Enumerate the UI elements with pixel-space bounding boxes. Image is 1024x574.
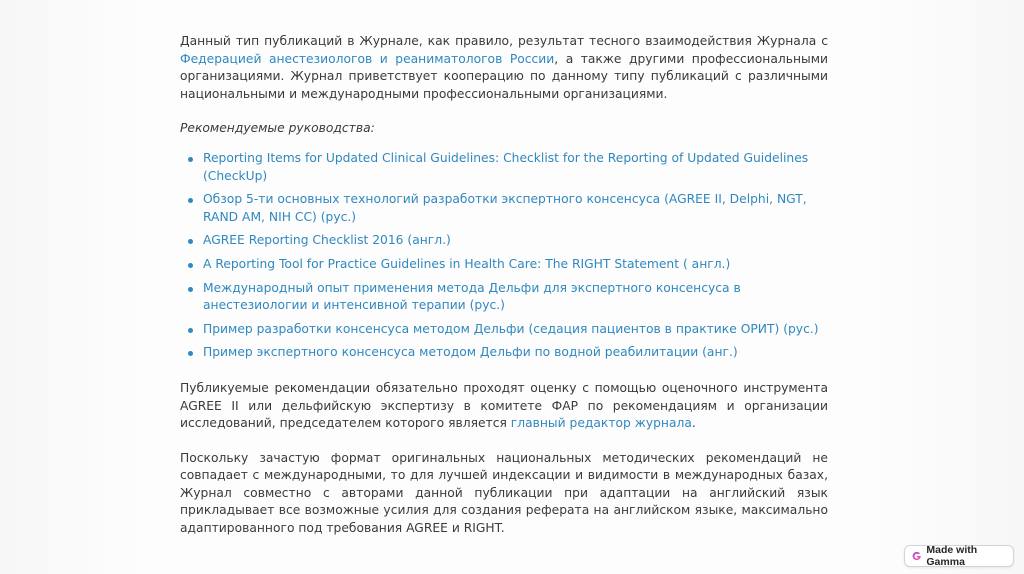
intro-paragraph [180, 33, 828, 103]
evaluation-paragraph [180, 380, 828, 433]
guide-link-text[interactable]: A Reporting Tool for Practice Guidelines in Health Care: The RIGHT Statement ( англ.) [203, 256, 731, 271]
intro-text-before: Данный тип публикаций в Журнале, как правило, результат тесного взаимодействия Журнала с [180, 34, 828, 48]
guide-link-text[interactable]: Reporting Items for Updated Clinical Guidelines: Checklist for the Reporting of Updated Guidelines (CheckUp) [203, 150, 809, 183]
guide-link-agree-checklist[interactable] [203, 232, 828, 250]
guide-link-delphi-international[interactable] [203, 280, 828, 315]
slide-content [180, 33, 828, 538]
made-with-gamma-badge[interactable] [904, 545, 1014, 567]
guide-link-checkup[interactable] [203, 150, 828, 185]
guide-link-delphi-sedation[interactable] [203, 321, 828, 339]
guide-link-text[interactable]: Пример разработки консенсуса методом Дельфи (седация пациентов в практике ОРИТ) (рус.) [203, 321, 819, 336]
guide-link-delphi-water-rehab[interactable] [203, 344, 828, 362]
guides-list [180, 150, 828, 362]
guide-link-text[interactable]: Пример экспертного консенсуса методом Дельфи по водной реабилитации (анг.) [203, 345, 738, 360]
gamma-logo-icon [912, 551, 921, 561]
intro-text-after: , а также другими профессиональными организациями. Журнал приветствует кооперацию по данному типу публикаций с различными национальными и международными профессиональными организациями. [180, 51, 828, 101]
evaluation-text-after: . [691, 416, 696, 431]
badge-label: Made with Gamma [926, 544, 978, 568]
indexing-paragraph: Поскольку зачастую формат оригинальных национальных методических рекомендаций не совпадает с международными, то для лучшей индексации и видимости в международных базах, Журнал совместно с авторами данной публикации при адаптации на английский язык прикладывает все возможные усилия для создания реферата на английском языке, максимально адаптированного под требования AGREE и RIGHT. [180, 450, 828, 536]
guide-link-consensus-review[interactable] [203, 191, 828, 226]
guide-link-text[interactable]: AGREE Reporting Checklist 2016 (англ.) [203, 233, 451, 248]
evaluation-text-before: Публикуемые рекомендации обязательно проходят оценку с помощью оценочного инструмента AGREE II или дельфийскую экспертизу в комитете ФАР по рекомендациям и организации исследований, председателем которого является [180, 380, 828, 431]
guides-heading: Рекомендуемые руководства: [180, 121, 375, 136]
guide-link-text[interactable]: Обзор 5-ти основных технологий разработки экспертного консенсуса (AGREE II, Delphi, NGT, RAND AM, NIH CC) (рус.) [203, 192, 807, 224]
guide-link-right-statement[interactable] [203, 256, 828, 274]
chief-editor-link[interactable]: главный редактор журнала [510, 416, 692, 431]
guide-link-text[interactable]: Международный опыт применения метода Дельфи для экспертного консенсуса в анестезиологии и интенсивной терапии (рус.) [203, 280, 741, 313]
far-federation-link[interactable]: Федерацией анестезиологов и реаниматологов России [180, 51, 555, 66]
